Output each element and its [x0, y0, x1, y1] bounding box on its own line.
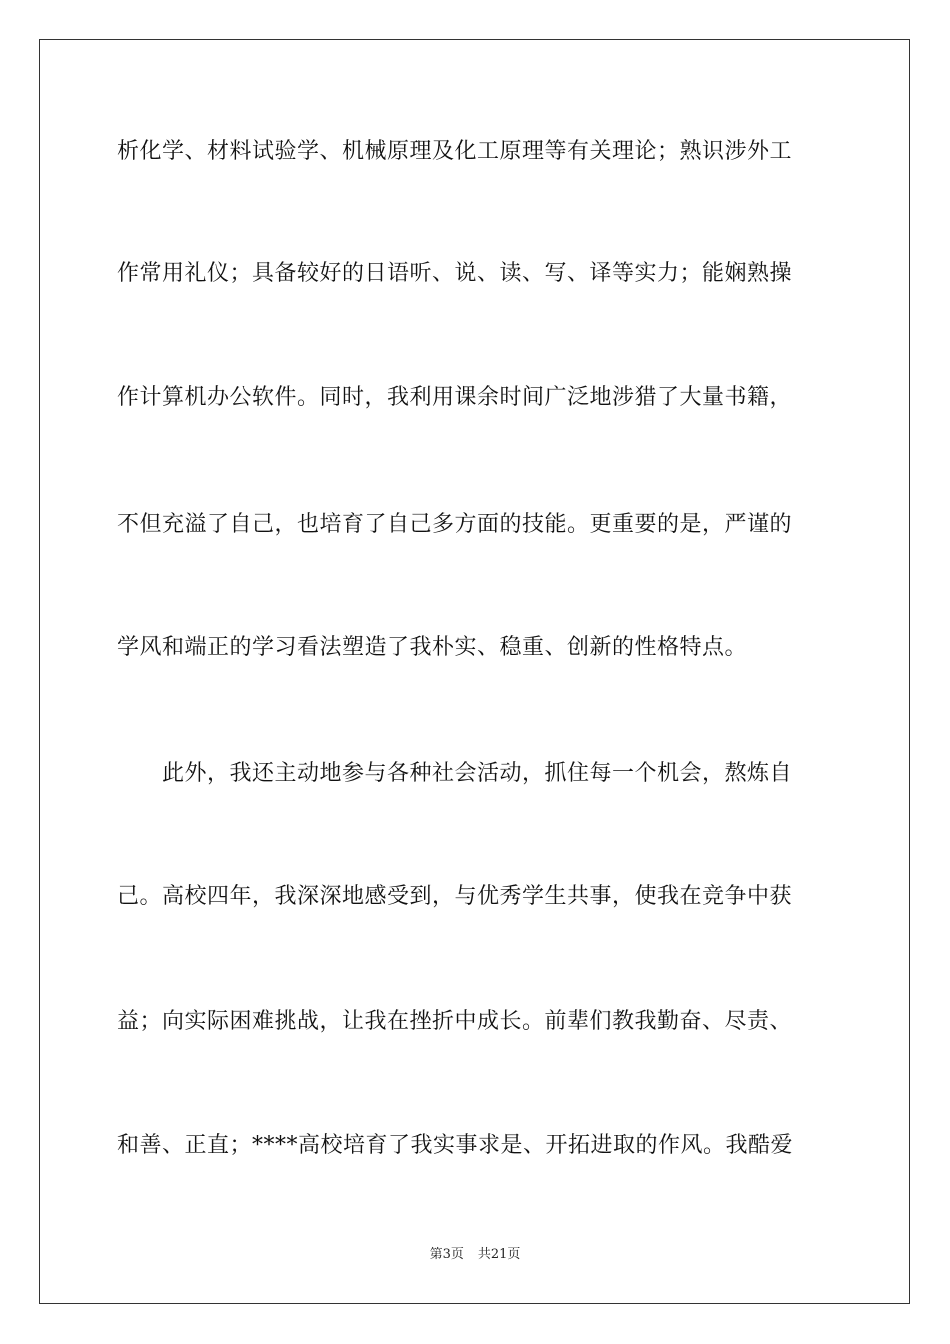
page-footer — [0, 1247, 950, 1263]
page-number: 第3页 — [429, 1247, 464, 1262]
body-line-1: 析化学、材料试验学、机械原理及化工原理等有关理论；熟识涉外工 — [117, 139, 793, 164]
page-total: 共21页 — [477, 1247, 521, 1262]
body-line-3: 作计算机办公软件。同时，我利用课余时间广泛地涉猎了大量书籍， — [117, 385, 793, 410]
page-frame — [39, 39, 910, 1304]
body-line-2: 作常用礼仪；具备较好的日语听、说、读、写、译等实力；能娴熟操 — [117, 261, 793, 286]
body-line-7: 己。高校四年，我深深地感受到，与优秀学生共事，使我在竞争中获 — [117, 884, 793, 909]
body-line-6: 此外，我还主动地参与各种社会活动，抓住每一个机会，熬炼自 — [117, 761, 793, 786]
body-line-4: 不但充溢了自己，也培育了自己多方面的技能。更重要的是，严谨的 — [117, 512, 793, 537]
body-line-9: 和善、正直；****高校培育了我实事求是、开拓进取的作风。我酷爱 — [117, 1133, 794, 1158]
body-line-8: 益；向实际困难挑战，让我在挫折中成长。前辈们教我勤奋、尽责、 — [117, 1009, 793, 1034]
body-line-5: 学风和端正的学习看法塑造了我朴实、稳重、创新的性格特点。 — [117, 635, 748, 660]
